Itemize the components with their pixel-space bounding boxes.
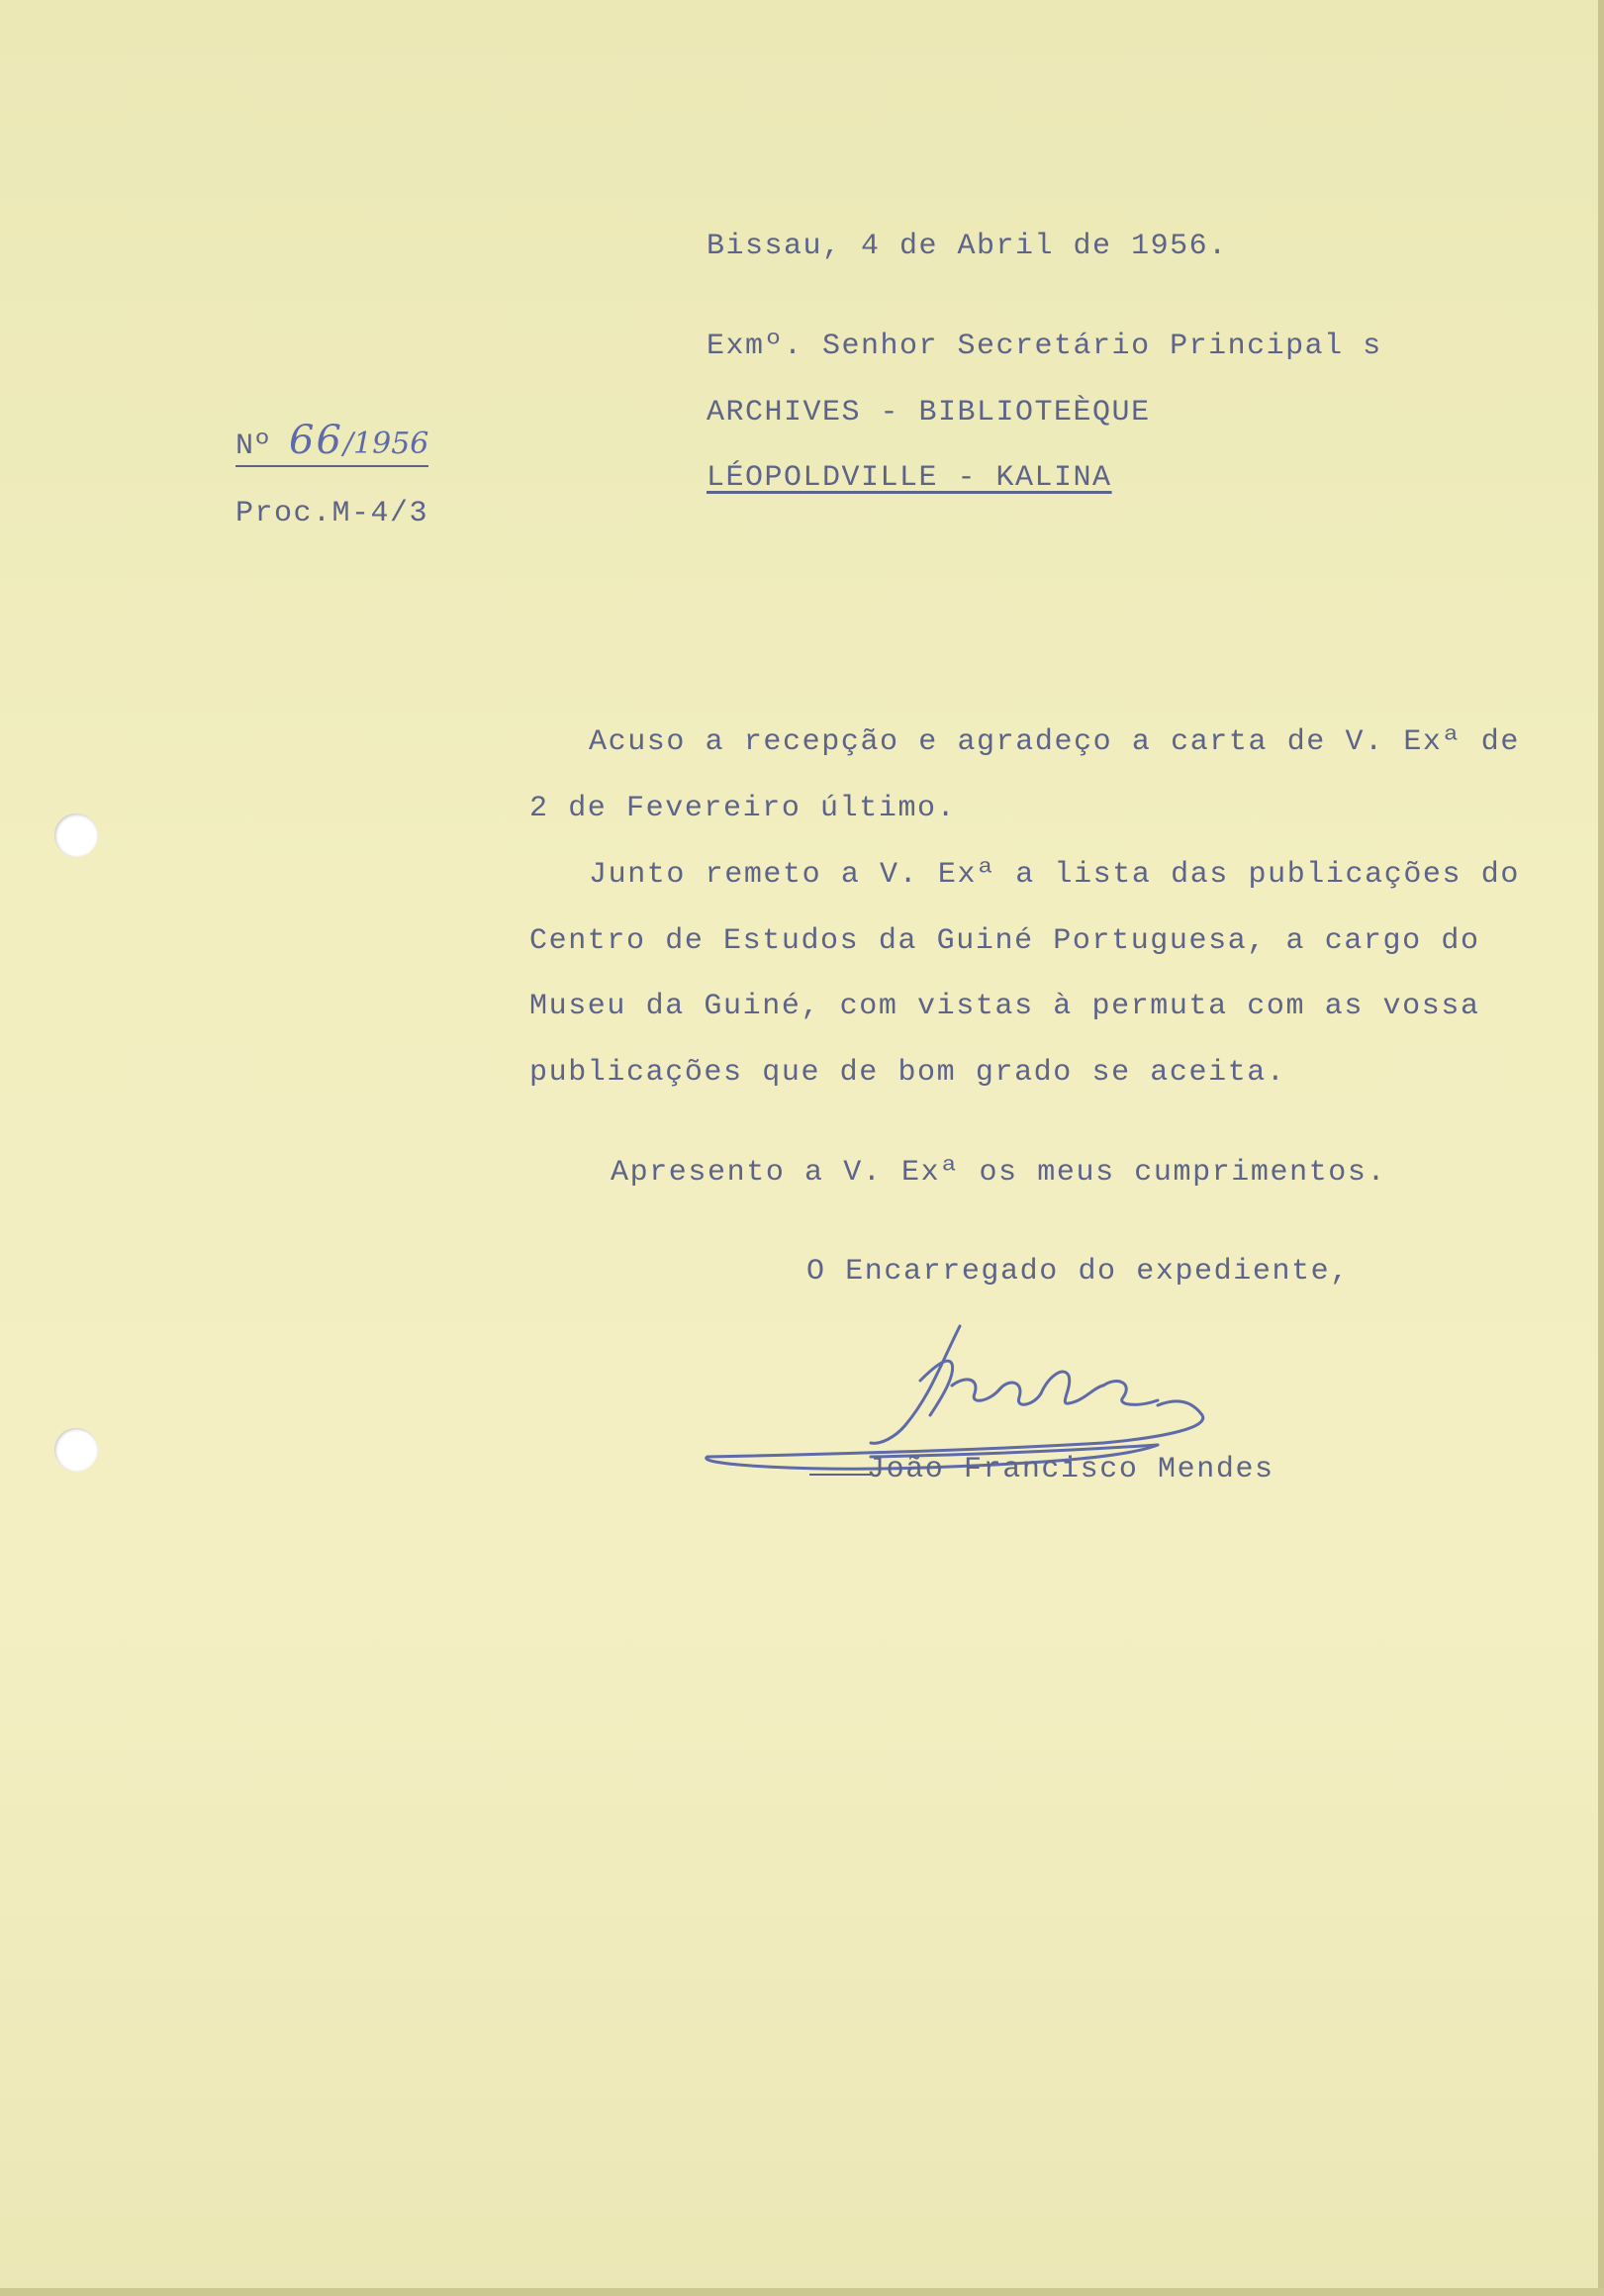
body-line: Acuso a recepção e agradeço a carta de V. Exª de [589, 725, 1520, 759]
reference-year: /1956 [342, 427, 429, 461]
body-line: publicações que de bom grado se aceita. [529, 1056, 1286, 1090]
body-line: Junto remeto a V. Exª a lista das publicações do [589, 858, 1520, 892]
body-line: 2 de Fevereiro último. [529, 792, 957, 825]
body-line: Centro de Estudos da Guiné Portuguesa, a cargo do [529, 924, 1480, 958]
addressee-salutation: Exmº. Senhor Secretário Principal s [707, 330, 1382, 363]
paper-edge-right [1598, 0, 1604, 2296]
punch-hole-top [54, 813, 98, 857]
date-line: Bissau, 4 de Abril de 1956. [707, 230, 1228, 263]
sign-off-line: O Encarregado do expediente, [806, 1255, 1350, 1289]
addressee-line-archives: ARCHIVES - BIBLIOTEÈQUE [707, 396, 1151, 430]
signatory-name: João Francisco Mendes [867, 1453, 1274, 1486]
punch-hole-bottom [54, 1428, 98, 1472]
reference-number [236, 418, 428, 467]
reference-prefix: Nº [236, 430, 272, 463]
reference-handwritten-number: 66 [289, 418, 343, 463]
process-reference: Proc.M-4/3 [236, 497, 429, 530]
paper-edge-bottom [0, 2288, 1604, 2296]
closing-line: Apresento a V. Exª os meus cumprimentos. [611, 1156, 1387, 1190]
addressee-line-location: LÉOPOLDVILLE - KALINA [707, 461, 1112, 495]
body-line: Museu da Guiné, com vistas à permuta com as vossa [529, 990, 1480, 1023]
